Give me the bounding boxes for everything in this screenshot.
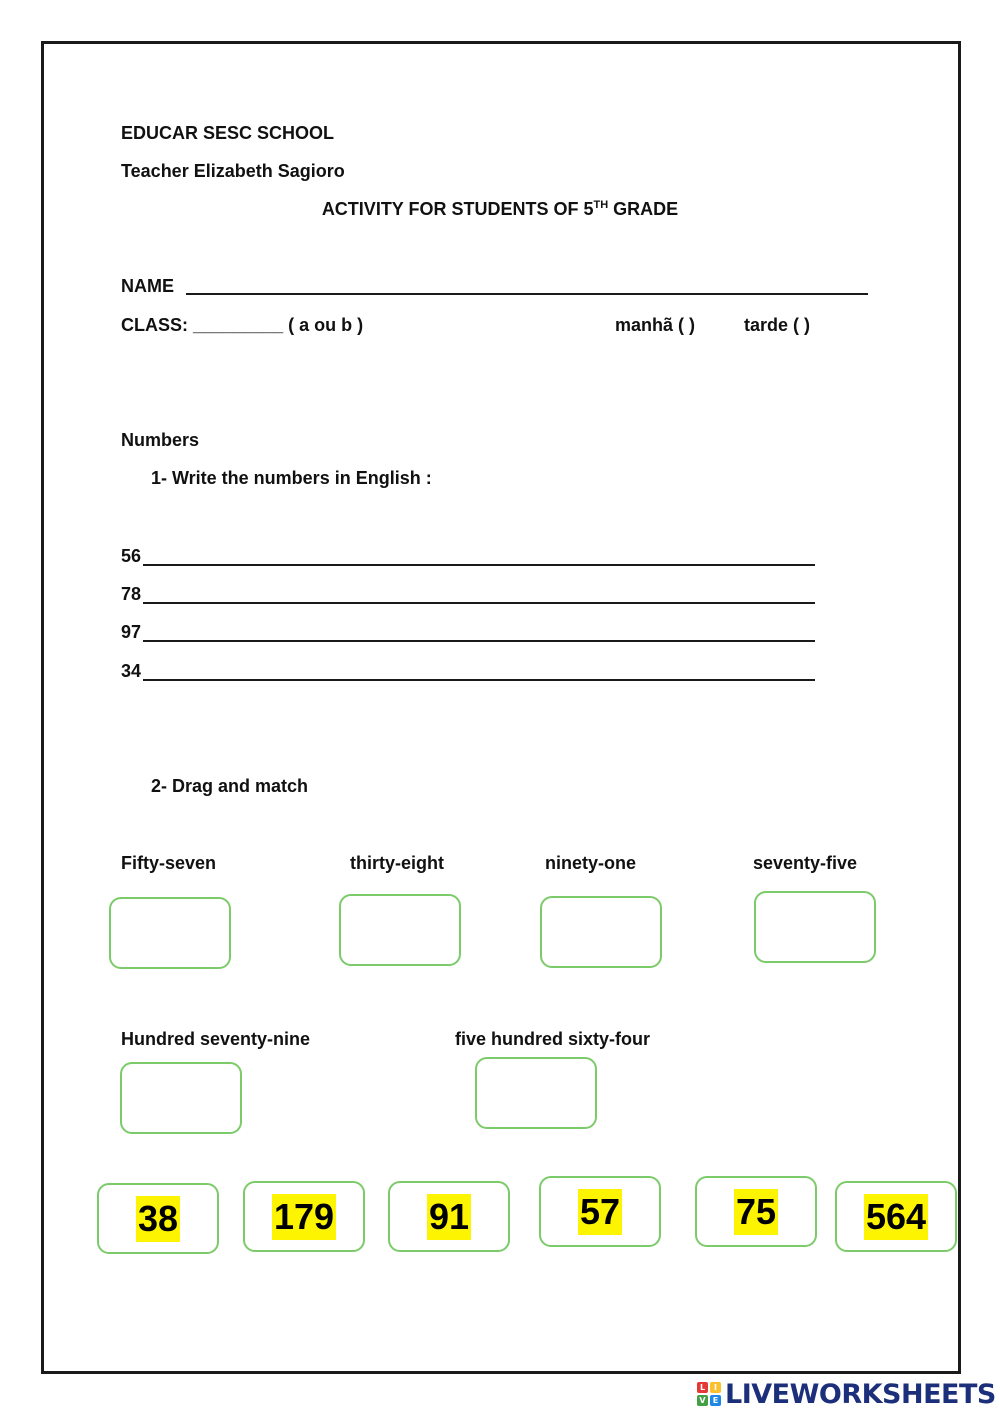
number-tile-value: 75 — [734, 1189, 778, 1235]
number-tile-91[interactable] — [388, 1181, 510, 1252]
number-tile-38[interactable] — [97, 1183, 219, 1254]
logo-letter: E — [710, 1395, 721, 1406]
number-tile-value: 38 — [136, 1196, 180, 1242]
logo-letter: V — [697, 1395, 708, 1406]
school-name: EDUCAR SESC SCHOOL — [121, 123, 335, 143]
logo-letter: L — [697, 1382, 708, 1393]
answer-line-56[interactable] — [143, 564, 815, 566]
answer-line-34[interactable] — [143, 679, 815, 681]
name-label: NAME — [121, 276, 174, 296]
write-number-78: 78 — [121, 584, 142, 604]
teacher-name: Teacher Elizabeth Sagioro — [121, 161, 345, 181]
match-word-fifty-seven: Fifty-seven — [121, 853, 217, 873]
logo-grid-icon — [697, 1382, 721, 1406]
section-title: Numbers — [121, 430, 200, 450]
drop-box-seventy-five[interactable] — [754, 891, 876, 963]
activity-title — [0, 199, 1000, 220]
drop-box-fifty-seven[interactable] — [109, 897, 231, 969]
activity-title-prefix: ACTIVITY FOR STUDENTS OF 5 — [321, 199, 594, 219]
activity-title-sup: TH — [593, 199, 609, 211]
match-word-five-hundred-sixty-four: five hundred sixty-four — [455, 1029, 651, 1049]
logo-letter: I — [710, 1382, 721, 1393]
number-tile-179[interactable] — [243, 1181, 365, 1252]
drop-box-thirty-eight[interactable] — [339, 894, 461, 966]
number-tile-value: 179 — [272, 1194, 336, 1240]
number-tile-value: 57 — [578, 1189, 622, 1235]
activity-title-suffix: GRADE — [608, 199, 679, 219]
name-input-line[interactable] — [186, 293, 868, 295]
question-1: 1- Write the numbers in English : — [151, 468, 432, 488]
shift-afternoon[interactable]: tarde ( ) — [744, 315, 811, 335]
page-border — [41, 41, 961, 1374]
write-number-34: 34 — [121, 661, 142, 681]
number-tile-75[interactable] — [695, 1176, 817, 1247]
match-word-seventy-five: seventy-five — [753, 853, 858, 873]
match-word-ninety-one: ninety-one — [545, 853, 637, 873]
number-tile-564[interactable] — [835, 1181, 957, 1252]
match-word-thirty-eight: thirty-eight — [350, 853, 444, 873]
drop-box-ninety-one[interactable] — [540, 896, 662, 968]
number-tile-57[interactable] — [539, 1176, 661, 1247]
number-tile-value: 91 — [427, 1194, 471, 1240]
match-word-hundred-seventy-nine: Hundred seventy-nine — [121, 1029, 311, 1049]
number-tile-value: 564 — [864, 1194, 928, 1240]
question-2: 2- Drag and match — [151, 776, 309, 796]
logo-text: LIVEWORKSHEETS — [725, 1378, 996, 1410]
drop-box-five-hundred-sixty-four[interactable] — [475, 1057, 597, 1129]
liveworksheets-logo — [697, 1378, 996, 1410]
answer-line-78[interactable] — [143, 602, 815, 604]
answer-line-97[interactable] — [143, 640, 815, 642]
shift-morning[interactable]: manhã ( ) — [615, 315, 696, 335]
class-label: CLASS: _________ ( a ou b ) — [121, 315, 364, 335]
write-number-97: 97 — [121, 622, 142, 642]
drop-box-hundred-seventy-nine[interactable] — [120, 1062, 242, 1134]
write-number-56: 56 — [121, 546, 142, 566]
